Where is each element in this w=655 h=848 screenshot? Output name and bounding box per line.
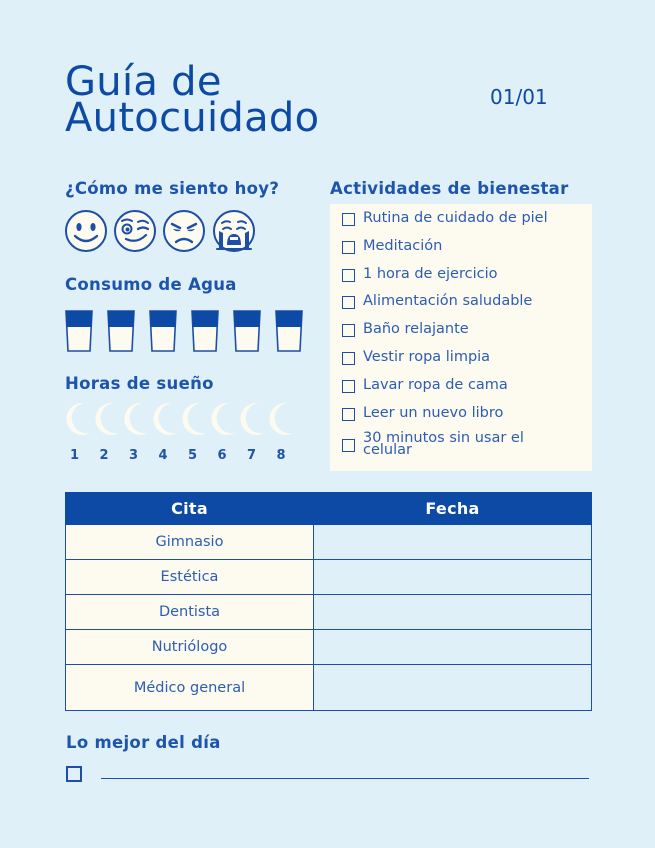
hour-label: 1: [70, 448, 80, 463]
column-header-fecha: Fecha: [314, 493, 592, 525]
column-header-cita: Cita: [66, 493, 314, 525]
activity-label: Leer un nuevo libro: [363, 404, 504, 421]
happy-face-icon[interactable]: [64, 209, 108, 253]
water-glass-icon[interactable]: [233, 310, 261, 352]
moon-icon[interactable]: [62, 401, 92, 437]
table-row: [66, 665, 592, 711]
appointment-date-cell[interactable]: [314, 560, 592, 595]
sleep-hours: [70, 448, 306, 463]
hour-label: 7: [247, 448, 257, 463]
activity-label: 1 hora de ejercicio: [363, 265, 498, 282]
hour-label: 6: [217, 448, 227, 463]
activity-item[interactable]: [342, 321, 592, 349]
appointment-name: Estética: [66, 560, 314, 595]
best-of-day-writing-line[interactable]: [101, 778, 589, 779]
moon-icon[interactable]: [120, 401, 150, 437]
title-line-2: Autocuidado: [65, 95, 320, 141]
checkbox-icon[interactable]: [342, 380, 355, 393]
appointments-table: [65, 492, 592, 711]
activity-label: Rutina de cuidado de piel: [363, 210, 548, 226]
crying-face-icon[interactable]: [211, 209, 257, 253]
appointment-name: Médico general: [66, 665, 314, 711]
table-row: [66, 560, 592, 595]
activities-heading: Actividades de bienestar: [330, 179, 569, 198]
best-of-day-checkbox[interactable]: [66, 766, 82, 782]
appointment-date-cell[interactable]: [314, 595, 592, 630]
best-of-day-heading: Lo mejor del día: [66, 733, 221, 752]
appointment-date-cell[interactable]: [314, 665, 592, 711]
checkbox-icon[interactable]: [342, 269, 355, 282]
table-row: [66, 525, 592, 560]
activity-item[interactable]: [342, 210, 592, 238]
activity-label: Vestir ropa limpia: [363, 348, 491, 365]
title-line-1: Guía de: [65, 59, 222, 105]
page-date: 01/01: [490, 85, 548, 109]
activity-label-line-2: celular: [363, 442, 412, 459]
activity-item[interactable]: [342, 377, 592, 405]
table-row: [66, 630, 592, 665]
hour-label: 5: [188, 448, 198, 463]
activity-label: Lavar ropa de cama: [363, 376, 508, 393]
sleep-moons: [62, 401, 294, 437]
hour-label: 8: [276, 448, 286, 463]
table-row: [66, 595, 592, 630]
water-heading: Consumo de Agua: [65, 275, 237, 294]
activity-item[interactable]: [342, 349, 592, 377]
hour-label: 4: [158, 448, 168, 463]
mood-faces: [64, 209, 257, 253]
water-glass-icon[interactable]: [65, 310, 93, 352]
water-glass-icon[interactable]: [191, 310, 219, 352]
checkbox-icon[interactable]: [342, 241, 355, 254]
checkbox-icon[interactable]: [342, 324, 355, 337]
moon-icon[interactable]: [178, 401, 208, 437]
moon-icon[interactable]: [207, 401, 237, 437]
page-title: [65, 59, 320, 141]
activity-label-line-1: 30 minutos sin usar el: [363, 430, 524, 447]
water-glasses: [65, 310, 303, 352]
moon-icon[interactable]: [91, 401, 121, 437]
activity-item[interactable]: [342, 293, 592, 321]
sleep-heading: Horas de sueño: [65, 374, 214, 393]
activity-label: Baño relajante: [363, 321, 469, 338]
appointment-name: Dentista: [66, 595, 314, 630]
water-glass-icon[interactable]: [149, 310, 177, 352]
activity-label: Alimentación saludable: [363, 293, 533, 310]
appointment-date-cell[interactable]: [314, 630, 592, 665]
moon-icon[interactable]: [236, 401, 266, 437]
activity-item[interactable]: [342, 405, 592, 433]
activity-label: [363, 430, 524, 459]
water-glass-icon[interactable]: [275, 310, 303, 352]
checkbox-icon[interactable]: [342, 352, 355, 365]
moon-icon[interactable]: [149, 401, 179, 437]
angry-face-icon[interactable]: [162, 209, 206, 253]
appointment-date-cell[interactable]: [314, 525, 592, 560]
table-header-row: [66, 493, 592, 525]
winking-face-icon[interactable]: [113, 209, 157, 253]
moon-icon[interactable]: [265, 401, 295, 437]
checkbox-icon[interactable]: [342, 408, 355, 421]
checkbox-icon[interactable]: [342, 439, 355, 452]
hour-label: 2: [99, 448, 109, 463]
appointment-name: Nutriólogo: [66, 630, 314, 665]
appointment-name: Gimnasio: [66, 525, 314, 560]
activity-item[interactable]: [342, 266, 592, 294]
hour-label: 3: [129, 448, 139, 463]
water-glass-icon[interactable]: [107, 310, 135, 352]
checkbox-icon[interactable]: [342, 213, 355, 226]
activity-item[interactable]: [342, 432, 592, 460]
activities-list: [330, 204, 592, 471]
activity-item[interactable]: [342, 238, 592, 266]
checkbox-icon[interactable]: [342, 296, 355, 309]
mood-heading: ¿Cómo me siento hoy?: [65, 179, 280, 198]
activity-label: Meditación: [363, 237, 443, 254]
